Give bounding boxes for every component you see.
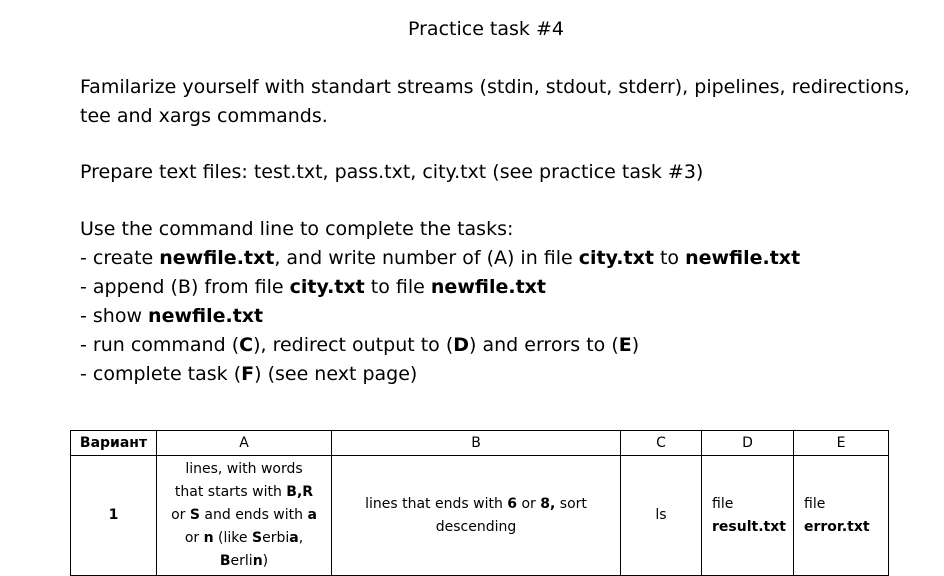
prepare-paragraph xyxy=(80,158,703,187)
variants-table xyxy=(70,430,889,576)
header-c: C xyxy=(621,431,702,456)
table-row xyxy=(71,456,889,576)
header-d: D xyxy=(702,431,794,456)
cell-c: ls xyxy=(621,456,702,576)
header-b: B xyxy=(332,431,621,456)
page-title: Practice task #4 xyxy=(408,18,564,40)
intro-line-2: tee and xargs commands. xyxy=(80,105,328,127)
prepare-line: Prepare text files: test.txt, pass.txt, city.txt (see practice task #3) xyxy=(80,161,704,183)
header-a: A xyxy=(157,431,332,456)
task-item-1: - create newfile.txt, and write number of (A) in file city.txt to newfile.txt xyxy=(80,247,801,269)
cell-variant: 1 xyxy=(71,456,157,576)
table-header-row xyxy=(71,431,889,456)
task-item-5: - complete task (F) (see next page) xyxy=(80,363,418,385)
cell-e: file error.txt xyxy=(794,456,889,576)
header-variant: Вариант xyxy=(71,431,157,456)
cell-a: lines, with words that starts with B,R or S and ends with a or n (like Serbia, Berlin) xyxy=(157,456,332,576)
intro-paragraph xyxy=(80,73,910,131)
task-item-4: - run command (C), redirect output to (D) and errors to (E) xyxy=(80,334,640,356)
tasks-list xyxy=(80,215,800,389)
tasks-heading: Use the command line to complete the tasks: xyxy=(80,218,514,240)
cell-d: file result.txt xyxy=(702,456,794,576)
cell-b: lines that ends with 6 or 8, sort descending xyxy=(332,456,621,576)
intro-line-1: Familarize yourself with standart streams (stdin, stdout, stderr), pipelines, redirections, xyxy=(80,76,910,98)
header-e: E xyxy=(794,431,889,456)
task-item-2: - append (B) from file city.txt to file newfile.txt xyxy=(80,276,546,298)
task-item-3: - show newfile.txt xyxy=(80,305,264,327)
